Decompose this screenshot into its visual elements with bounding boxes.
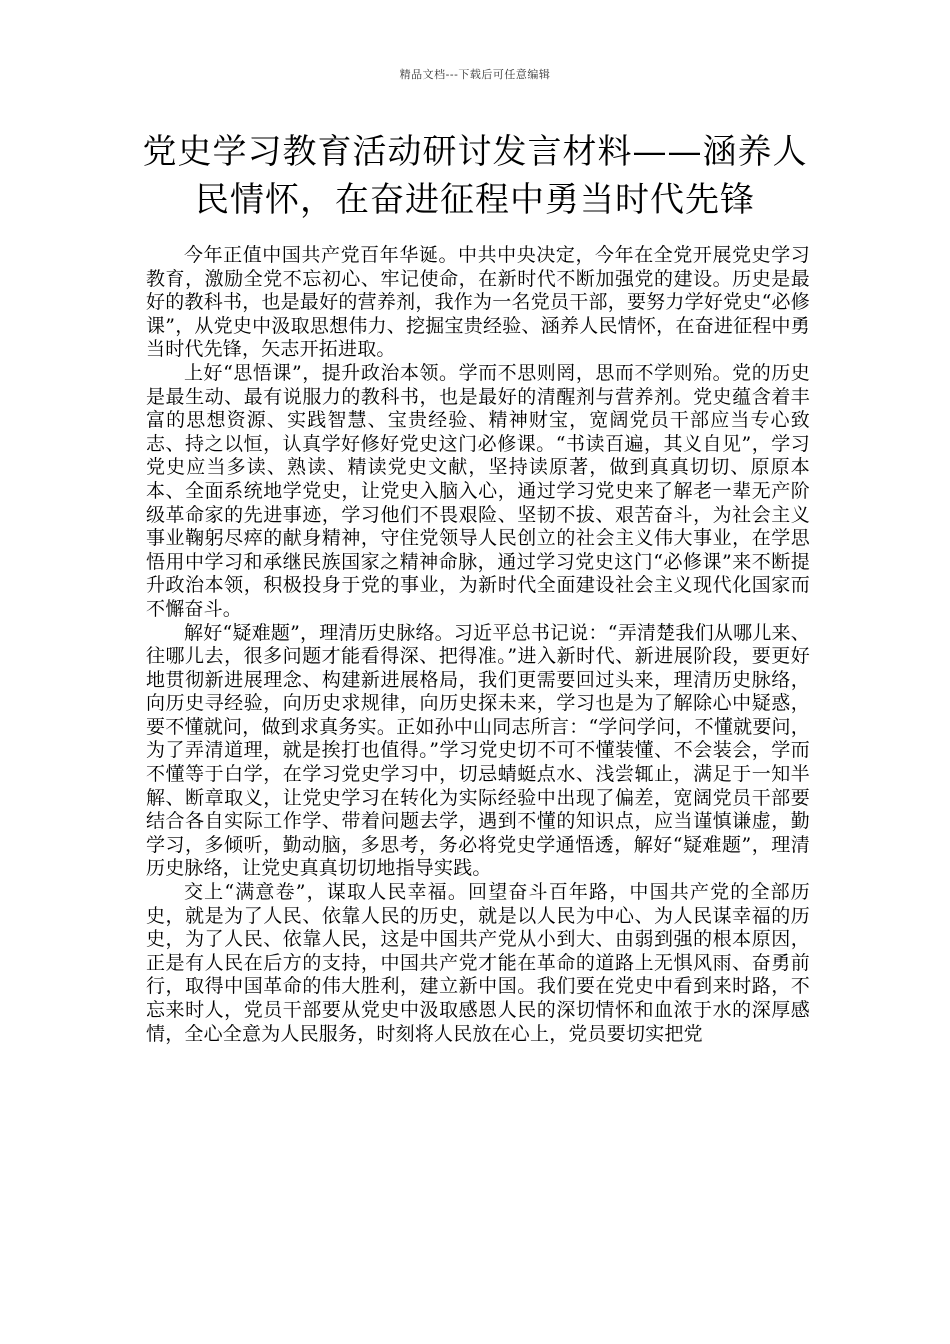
- document-body: [146, 244, 810, 1046]
- page-header-note: 精品文档---下载后可任意编辑: [399, 68, 551, 81]
- paragraph-intro: 今年正值中国共产党百年华诞。中共中央决定，今年在全党开展党史学习教育，激励全党不忘初心、牢记使命，在新时代不断加强党的建设。历史是最好的教科书，也是最好的营养剂，我作为一名党员干部，要努力学好党史“必修课”，从党史中汲取思想伟力、挖掘宝贵经验、涵养人民情怀，在奋进征程中勇当时代先锋，矢志开拓进取。: [146, 244, 810, 361]
- document-title: 党史学习教育活动研讨发言材料——涵养人民情怀，在奋进征程中勇当时代先锋: [142, 132, 808, 220]
- paragraph-thinking-lesson: 上好“思悟课”，提升政治本领。学而不思则罔，思而不学则殆。党的历史是最生动、最有说服力的教科书，也是最好的清醒剂与营养剂。党史蕴含着丰富的思想资源、实践智慧、宝贵经验、精神财宝，宽阔党员干部应当专心致志、持之以恒，认真学好修好党史这门必修课。“书读百遍，其义自见”，学习党史应当多读、熟读、精读党史文献，坚持读原著，做到真真切切、原原本本、全面系统地学党史，让党史入脑入心，通过学习党史来了解老一辈无产阶级革命家的先进事迹，学习他们不畏艰险、坚韧不拔、艰苦奋斗，为社会主义事业鞠躬尽瘁的献身精神，守住党领导人民创立的社会主义伟大事业，在学思悟用中学习和承继民族国家之精神命脉，通过学习党史这门“必修课”来不断提升政治本领，积极投身于党的事业，为新时代全面建设社会主义现代化国家而不懈奋斗。: [146, 361, 810, 620]
- paragraph-satisfactory-answer: 交上“满意卷”，谋取人民幸福。回望奋斗百年路，中国共产党的全部历史，就是为了人民、依靠人民的历史，就是以人民为中心、为人民谋幸福的历史，为了人民、依靠人民，这是中国共产党从小到大、由弱到强的根本原因，正是有人民在后方的支持，中国共产党才能在革命的道路上无惧风雨、奋勇前行，取得中国革命的伟大胜利，建立新中国。我们要在党史中看到来时路，不忘来时人，党员干部要从党史中汲取感恩人民的深切情怀和血浓于水的深厚感情，全心全意为人民服务，时刻将人民放在心上，党员要切实把党: [146, 881, 810, 1045]
- paragraph-difficult-questions: 解好“疑难题”，理清历史脉络。习近平总书记说：“弄清楚我们从哪儿来、往哪儿去，很多问题才能看得深、把得准。”进入新时代、新进展阶段，要更好地贯彻新进展理念、构建新进展格局，我们更需要回过头来，理清历史脉络，向历史寻经验，向历史求规律，向历史探未来，学习也是为了解除心中疑惑，要不懂就问，做到求真务实。正如孙中山同志所言：“学问学问，不懂就要问，为了弄清道理，就是挨打也值得。”学习党史切不可不懂装懂、不会装会，学而不懂等于白学，在学习党史学习中，切忌蜻蜓点水、浅尝辄止，满足于一知半解、断章取义，让党史学习在转化为实际经验中出现了偏差，宽阔党员干部要结合各自实际工作学、带着问题去学，遇到不懂的知识点，应当谨慎谦虚，勤学习，多倾听，勤动脑，多思考，务必将党史学通悟透，解好“疑难题”，理清历史脉络，让党史真真切切地指导实践。: [146, 621, 810, 880]
